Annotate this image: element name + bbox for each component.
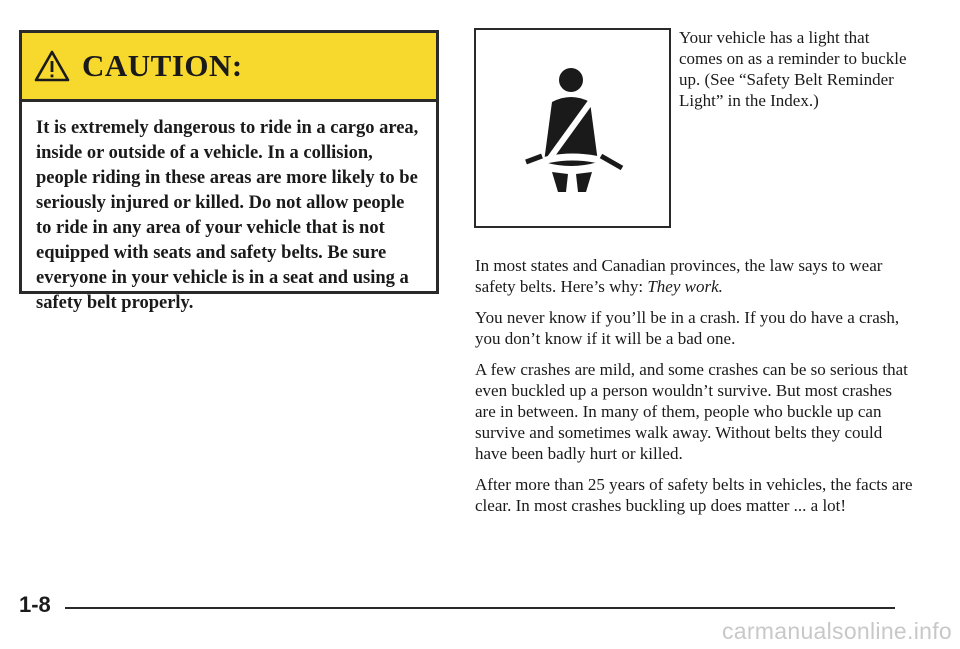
- seatbelt-illustration: [474, 28, 671, 228]
- paragraph-law: [475, 255, 915, 297]
- paragraph-crash-severity: A few crashes are mild, and some crashes can be so serious that even buckled up a person wouldn’t survive. But most crashes are in between. In many of them, people who buckle up can survive and sometimes walk away. Without belts they could have been badly hurt or killed.: [475, 360, 908, 463]
- caution-text: It is extremely dangerous to ride in a cargo area, inside or outside of a vehicle. In a collision, people riding in these areas are more likely to be seriously injured or killed. Do not allow people to ride in any area of your vehicle that is not equipped with seats and safety belts. Be sure everyone in your vehicle is in a seat and using a safety belt properly.: [36, 118, 419, 313]
- paragraph-law-emphasis: They work.: [647, 277, 723, 296]
- warning-triangle-icon: [34, 50, 70, 82]
- page-number: 1-8: [19, 592, 51, 617]
- body-text: [475, 255, 915, 526]
- paragraph-law-text: In most states and Canadian provinces, the law says to wear safety belts. Here’s why:: [475, 256, 883, 296]
- caution-title: CAUTION:: [82, 48, 243, 83]
- paragraph-facts: After more than 25 years of safety belts in vehicles, the facts are clear. In most crashes buckling up does matter ... a lot!: [475, 475, 913, 515]
- seatbelt-reminder-icon: [476, 30, 669, 226]
- footer-rule: [65, 607, 895, 609]
- reminder-light-note: Your vehicle has a light that comes on as a reminder to buckle up. (See “Safety Belt Reminder Light” in the Index.): [679, 28, 907, 110]
- watermark: carmanualsonline.info: [721, 618, 952, 644]
- caution-header: [22, 33, 436, 102]
- paragraph-crash-unknown: You never know if you’ll be in a crash. If you do have a crash, you don’t know if it will be a bad one.: [475, 308, 900, 348]
- caution-box: [19, 30, 439, 313]
